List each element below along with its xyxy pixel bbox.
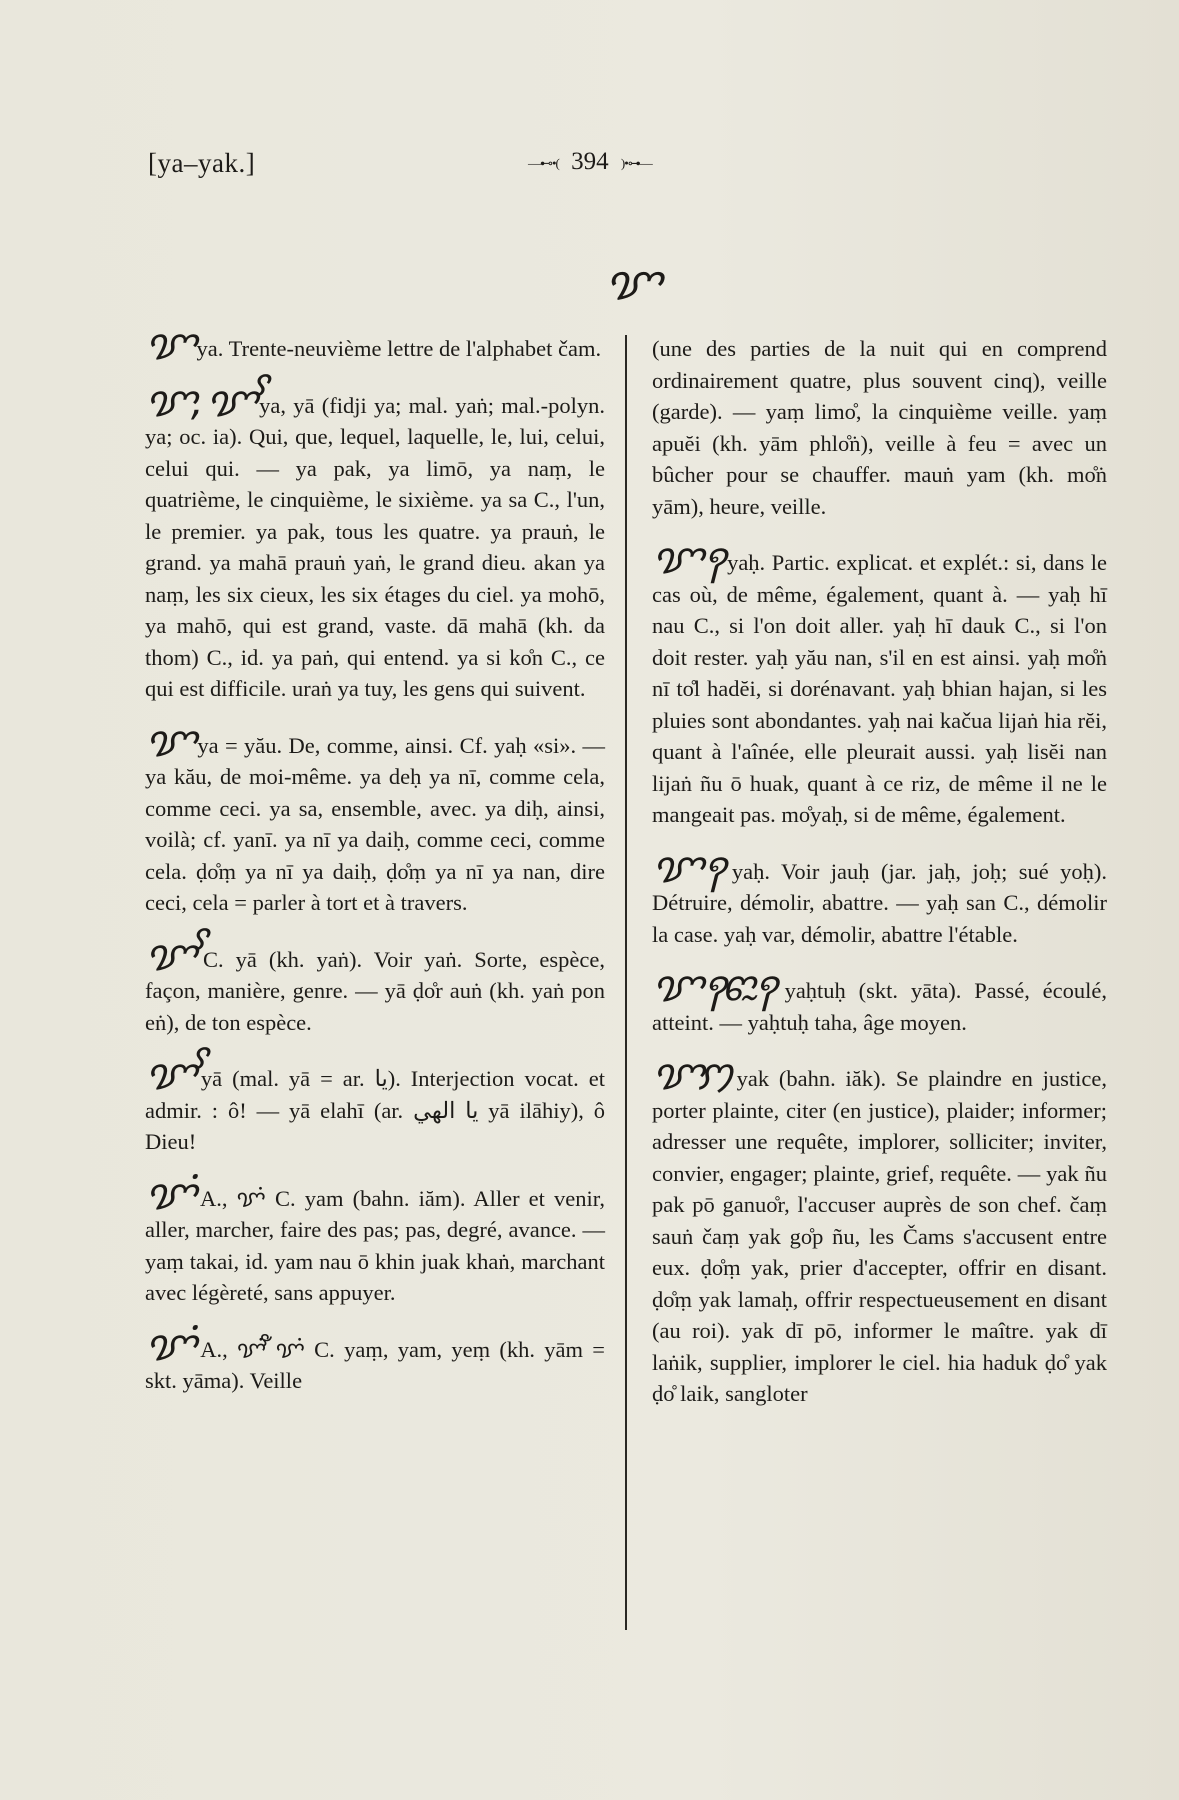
entry-glyph: ꨢꩌ bbox=[145, 1322, 191, 1369]
entry-text: ya = yău. De, comme, ainsi. Cf. yaḥ «si». — ya kău, de moi-même. ya deḥ ya nī, comme cela, comme ceci. ya sa, ensemble, avec. ya diḥ, ainsi, voilà; cf. yanī. ya nī ya daiḥ, comme ceci, comme cela. ḍo̊ṃ ya nī ya daiḥ, ḍo̊ṃ ya nī ya nan, dire ceci, cela = parler à tort et à travers. bbox=[145, 732, 605, 915]
entry-continuation bbox=[652, 333, 1107, 522]
entry-text: ya, yā (fidji ya; mal. yaṅ; mal.-polyn. ya; oc. ia). Qui, que, lequel, laquelle, le, lui, celui, celui qui. — ya pak, ya limō, ya naṃ, le quatrième, le cinquième, le sixième. ya sa C., l'un, le premier. ya pak, tous les quatre. ya prauṅ, le grand. ya mahā prauṅ yaṅ, le grand dieu. akan ya naṃ, les six cieux, les six étages du ciel. ya mohō, ya mahō, qui est grand, vaste. dā mahā (kh. da thom) C., id. ya paṅ, qui entend. ya si ko̊n C., ce qui est difficile. uraṅ ya tuy, les gens qui suivent. bbox=[145, 392, 605, 701]
entry-ya-yau bbox=[145, 718, 605, 919]
section-letter-glyph: ꨢ bbox=[605, 258, 657, 309]
column-divider bbox=[625, 335, 627, 1630]
entry-ya bbox=[145, 322, 605, 368]
entry-ya-interjection bbox=[145, 1052, 606, 1158]
entry-text: yak (bahn. iăk). Se plaindre en justice, porter plainte, citer (en justice), plaider; informer; adresser une requête, implorer, solliciter; inviter, convier, engager; plainte, grief, requête. — yak ñu pak pō ganuo̊r, l'accuser auprès de son chef. čaṃ sauṅ čaṃ yak go̊p ñu, les Čams s'accusent entre eux. ḍo̊ṃ yak, prier d'accepter, offrir en disant. ḍo̊ṃ yak lamaḥ, offrir respectueusement en disant (au roi). yak dī pō, informer le maître. yak dī laṅik, supplier, implorer le ciel. hia haduk ḍo̊ yak ḍo̊ laik, sangloter bbox=[652, 1066, 1107, 1406]
page-header bbox=[148, 148, 1088, 188]
entry-text: C. yā (kh. yaṅ). Voir yaṅ. Sorte, espèce, façon, manière, genre. — yā ḍo̊r auṅ (kh. yaṅ pon eṅ), de ton espèce. bbox=[145, 946, 605, 1035]
entry-yahtuh bbox=[652, 964, 1108, 1038]
right-column bbox=[652, 333, 1107, 1432]
section-letter bbox=[605, 250, 656, 314]
page-number-block bbox=[528, 148, 652, 176]
entry-text: (une des parties de la nuit qui en comprend ordinairement quatre, plus souvent cinq), veille (garde). — yaṃ limo̊, la cinquième veille. yaṃ apuĕi (kh. yām phlo̊ṅ), veille à feu = avec un bûcher pour se chauffer. mauṅ yam (kh. mo̊ṅ yām), heure, veille. bbox=[652, 336, 1107, 519]
entry-glyph: ꨢ bbox=[145, 718, 191, 765]
entry-text: yaḥ. Voir jauḥ (jar. jaḥ, joḥ; sué yoḥ). Détruire, démolir, abattre. — yaḥ san C., démolir la case. yaḥ var, démolir, abattre l'étable. bbox=[652, 858, 1107, 947]
entry-text: A., ꨢꩌ C. yam (bahn. iăm). Aller et venir, aller, marcher, faire des pas; pas, degré, avance. — yaṃ takai, id. yam nau ō khin juak khaṅ, marchant avec légèreté, sans appuyer. bbox=[145, 1185, 605, 1305]
ornament-right: )•⊶— bbox=[620, 155, 652, 171]
entry-ya-c bbox=[145, 932, 605, 1039]
entry-glyph: ꨢꩍꨓꨭꩍ bbox=[652, 964, 772, 1010]
page-number: 394 bbox=[571, 148, 609, 175]
entry-text: yaḥtuḥ (skt. yāta). Passé, écoulé, atteint. — yaḥtuḥ taha, âge moyen. bbox=[652, 978, 1108, 1035]
entry-ya-ya bbox=[145, 378, 605, 705]
entry-yam-veille bbox=[145, 1322, 605, 1397]
entry-yah-detruire bbox=[652, 844, 1107, 951]
entry-glyph: ꨢꨩ bbox=[145, 932, 191, 979]
entry-text: ya. Trente-neuvième lettre de l'alphabet čam. bbox=[196, 336, 602, 361]
entry-glyph: ꨢꨩ bbox=[145, 1052, 191, 1098]
left-column bbox=[145, 322, 606, 1419]
entry-glyph: ꨢꩍ bbox=[652, 844, 721, 891]
entry-yam bbox=[145, 1171, 605, 1309]
ornament-left: —⊷•( bbox=[528, 155, 559, 171]
entry-glyph: ꨢꩍ bbox=[652, 536, 721, 582]
entry-text: yā (mal. yā = ar. يا). Interjection vocat. et admir. : ô! — yā elahī (ar. يا الهي yā ilāhiy), ô Dieu! bbox=[145, 1066, 606, 1154]
entry-text: A., ꨢꨩꩌ ꨮꨢꩌ C. yaṃ, yam, yeṃ (kh. yām = skt. yāma). Veille bbox=[145, 1336, 605, 1393]
entry-glyph: ꨢ bbox=[145, 322, 191, 368]
entry-yak bbox=[652, 1052, 1107, 1410]
entry-glyph: ꨢꩌ bbox=[145, 1171, 191, 1218]
entry-glyph: ꨢ, ꨢꨩ bbox=[145, 378, 252, 425]
entry-yah-partic bbox=[652, 536, 1107, 831]
running-title: [ya–yak.] bbox=[148, 148, 256, 178]
entry-glyph: ꨢꩀ bbox=[652, 1052, 727, 1098]
entry-text: yaḥ. Partic. explicat. et explét.: si, dans le cas où, de même, également, quant à. — yaḥ hī nau C., si l'on doit aller. yaḥ hī dauk C., si l'on doit rester. yaḥ yău nan, s'il en est ainsi. yaḥ mo̊ṅ nī to̊l hadĕi, si dorénavant. yaḥ bhian hajan, si les pluies sont abondantes. yaḥ nai kačua lijaṅ hia rĕi, quant à l'aînée, elle pleurait aussi. yaḥ lisĕi nan lijaṅ ñu ō huak, quant à ce riz, de même il ne le mangeait pas. mo̊yaḥ, si de même, également. bbox=[652, 550, 1107, 827]
